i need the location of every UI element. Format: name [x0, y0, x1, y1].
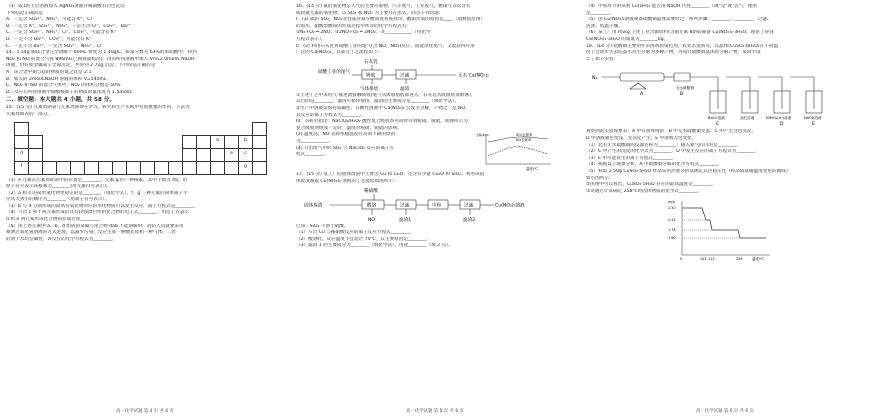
flow-label-residue2: 滤渣2 — [463, 217, 476, 223]
flow-label-in: 硝酸工业的尾气 — [318, 69, 351, 75]
text-line: C．NO₂ 和 NO 的混合气体中，NO₂ 的体积分数是 50% — [6, 83, 121, 89]
label-kmno4: KMnO₄(H⁺)溶液 — [766, 116, 792, 121]
text-line: I．(1) 硫的 SO₂，NOₓ等性质对减少酸雨查看查找用，酸雨形成的原因是____（填数值范围） — [296, 17, 486, 23]
text-line: 其反应的离子方程式为________。 — [296, 112, 365, 118]
label-c: C — [716, 122, 720, 128]
text-line: 计了如下实验： — [586, 56, 619, 62]
pt-cell — [43, 161, 57, 174]
text-line: 是________。 — [586, 10, 614, 16]
page-footer: 高一化学试题 第 4 页 共 6 页 — [116, 409, 174, 415]
text-line: ①N₂+O₂ ═ 2NO；②2NO+O₂ ═ 2NO₂；③____________（用化学 — [296, 30, 431, 36]
text-line: D 中溶液颜色变浅，无沉淀产生；E 中溶液无色变化。 — [586, 135, 697, 141]
text-line: 复合吸收剂组成一定时，温度对脱硝、脱硫的影响。 — [296, 125, 402, 131]
text-line: II．(2) 利用石灰乳将硝酸工业的尾气(含 NO、NO₂)反应，既能净化尾气，又能获得应用 — [296, 43, 475, 49]
flow-step: 过滤 — [464, 203, 474, 208]
pt-cell — [211, 161, 225, 174]
flow-label-residue1: 滤渣1 — [399, 217, 412, 223]
text-line: ②生产中溶液需保持弱碱性，在酸性溶液中 Ca(NO₂)₂ 会发生分解，产物之一是 NO， — [296, 105, 470, 111]
flow-label-top: 石灰乳 — [364, 59, 378, 65]
pt-cell — [15, 135, 29, 148]
pt-cell-d: d — [15, 148, 29, 161]
series-no — [488, 146, 548, 156]
drying-tube-b — [674, 73, 690, 81]
text-line: 溶液，恰好使金属离子全部沉淀，共得到 2.72g 沉淀。下列说法正确的是 — [6, 63, 156, 69]
text-line: （4）根据以上现象分析，A 中硫酸铜分解的化学方程式________。 — [586, 162, 723, 168]
process-flow-diagram-1 — [316, 57, 546, 93]
text-line: （2）酸溶时，反应温度不宜超过 70℃，其主要原因是________。 — [296, 236, 431, 242]
tg-ytick: 2.14 — [668, 218, 676, 223]
flow-label-out: Cu(NO₃)₂溶液 — [495, 203, 525, 208]
pt-cell-g: g — [239, 161, 253, 174]
text-line: 度下会逐步失去结晶水甚至分解为多种产物，为探究硫酸铜晶体的分解产物，某同学设 — [586, 50, 761, 56]
flow-step: 过滤 — [400, 203, 410, 208]
tg-curve — [682, 208, 766, 238]
text-line: （3）b 与 d 分别形成的最高价氧化物对应的水化物间可以发生反应，离子方程式是________。 — [6, 203, 199, 209]
label-e: E — [812, 122, 815, 128]
label-naoh: NaOH溶液 — [804, 116, 822, 121]
text-line: 为____________。 — [296, 138, 333, 144]
exam-page-5 — [290, 0, 580, 419]
text-line: 洗涤、低温干燥。 — [586, 23, 623, 29]
text-line: (3) 温度高，NO 去除率随温度升高而下降的原因 — [296, 132, 396, 138]
label-b: B — [680, 92, 684, 98]
pt-cell — [183, 135, 197, 148]
pt-cell — [155, 161, 169, 174]
exam-page-6 — [580, 0, 870, 419]
pt-cell — [197, 148, 211, 161]
text-line: D．一定不含 Ba²⁺、CO₃²⁻，可能含有 K⁺ — [6, 36, 92, 42]
pt-cell — [253, 122, 267, 135]
pt-cell — [253, 148, 267, 161]
pt-cell — [113, 161, 127, 174]
flow-step: 过滤 — [400, 73, 410, 79]
text-line: (4) 写出废气中的 SO₂ 与 NaClO₂ 反应的离子方 — [296, 145, 395, 151]
pt-cell-a: a — [211, 135, 225, 148]
flow-label-top: 稀硝酸 — [364, 188, 378, 194]
label-n2: N₂ — [592, 76, 598, 82]
label-a: A — [640, 92, 644, 98]
text-line: （3）取1的上层清液加入 AgNO₃溶液并稀硝酸有白色沉淀 — [6, 4, 125, 9]
pt-cell — [183, 161, 197, 174]
text-line: 的溶于水均呈碱性，该反应的化学方程式为________。 — [6, 236, 117, 242]
label-d: D — [780, 122, 784, 128]
tg-ytick: 2.50 — [668, 206, 676, 211]
text-line: C．一定含 SO₄²⁻、NH₄⁺、Cl⁻、CO₃²⁻，可能含有 K⁺ — [6, 30, 117, 36]
pt-cell — [57, 161, 71, 174]
reaction-tube-a — [620, 73, 664, 81]
text-line: 下列结论正确的是 — [6, 10, 43, 16]
flow-label-residue: 滤渣 — [400, 86, 410, 92]
flow-label-in: 固体废渣 — [304, 203, 323, 208]
text-line: ②试通过计算确定 258℃时固体物质的化学式________。 — [586, 188, 702, 194]
pt-cell-f: f — [15, 161, 29, 174]
text-line: （5）称取 2.50g CuSO₄·5H₂O 样品采用热重分析法测定其热稳定性（样品质量随温度变化的曲线） — [586, 168, 791, 174]
page-footer: 高一化学试题 第 5 页 共 6 页 — [406, 409, 464, 415]
text-line: （2）a 和 c 的简单氢化物更稳定的是________（填化学式）。f、g 三种元素的简单离子半 — [6, 190, 188, 196]
text-line: NO₂ 和 NO 的混合气体 896mL(已换算成标况)，再向所得溶液中加入 VmL2.0mol/L NaOH — [6, 56, 195, 62]
flow-step: 吸收 — [366, 73, 376, 79]
pt-cell — [253, 135, 267, 148]
text-line: （4）中和环节的试剂 Cu(OH)₂ 能否用 NaOH 代替________（填"是"或"否"），理由 — [586, 4, 757, 9]
tg-xtick: 113 — [708, 257, 715, 262]
exam-page-4 — [0, 0, 290, 419]
page-footer: 高一化学试题 第 6 页 共 6 页 — [696, 409, 754, 415]
text-line: ①上述工艺中采用气-液逆流接触吸收(尾气从吸收塔底部进入，石灰乳从吸收塔顶喷淋)， — [296, 92, 476, 98]
text-line: 元素周期表的一部分。 — [6, 111, 52, 117]
legend-so2: SO₂去除率 — [516, 133, 533, 138]
burner-icon — [630, 83, 646, 89]
pt-cell — [85, 161, 99, 174]
pt-cell — [29, 135, 43, 148]
text-line: （4）写出 c 和 f 两元素形成的具有较强漂白性的化合物的电子式________；用电子式表示 — [6, 210, 189, 216]
text-line: A．该合金中铜与镁的物质的量之比是 2:1 — [6, 69, 92, 75]
chart-xlabel: 温度/℃ — [526, 167, 538, 172]
pt-cell — [197, 135, 211, 148]
text-line: （1）e 元素在元素周期表中的位置是________；元素 g 的一种核素，其中子数为 45，用 — [6, 177, 188, 183]
text-line: 径从大到小的顺序为________（用离子符号表示）。 — [6, 197, 110, 203]
text-line: 广泛的 Ca(NO₂)₂，其部分工艺流程如下： — [296, 50, 383, 56]
pt-cell — [253, 161, 267, 174]
text-line: 或致氮元素的氧化物，以 SO₂ 和 NOₓ 为主要存在形式。回答下列问题： — [296, 10, 444, 16]
pt-cell — [225, 135, 239, 148]
thermogravimetric-chart — [666, 197, 776, 265]
text-line: 14．1.54g 铜镁合金完全溶解于 60mL 密度为 1.40g/L，质量分数为 63%的浓硝酸中，得到 — [6, 50, 197, 56]
flow-step: 中和 — [432, 203, 442, 208]
text-line: 方程式表示）。 — [296, 36, 326, 42]
text-line: 16．(14 分) 氮的氧化物是大气的主要污染物，汽车尾气、工业废气、燃煤气等均含有 — [296, 4, 471, 9]
text-line: 18．(14 分) 硫酸铜主要用作杀菌剂和染色剂，农业杀虫剂等，其晶体(CuSO₄·5H₂O)在不同温 — [586, 43, 778, 49]
text-line: III．有研究指出：NaClO₂/H₂O₂ 酸性复合吸收剂可同时有效脱硝、脱硫，如图所示为 — [296, 119, 468, 125]
pt-cell — [71, 161, 85, 174]
text-line: （3）滤渣 1 的主要成分为________（填化学式），用途________（填 2 点）。 — [296, 243, 454, 249]
text-line: Cu(NO₃)₂·3H₂O 的质量为________kg。 — [586, 36, 669, 42]
pt-cell-c: c — [239, 148, 253, 161]
removal-rate-chart — [476, 132, 556, 172]
tg-ylabel: m/g — [668, 200, 675, 205]
text-line: 体废渣制取 Cu(NO₃)₂ 溶液的工艺流程如图所示： — [296, 178, 398, 184]
q15-items — [6, 178, 284, 244]
text-line: 如右图所示： — [586, 175, 614, 181]
text-line: B．一定含 K⁺、SO₄²⁻、NH₄⁺，一定不含 Cl⁻、CO₃²⁻、Ba²⁺ — [6, 23, 132, 29]
pt-cell — [127, 161, 141, 174]
tg-xtick: 258 — [736, 257, 743, 262]
pt-cell — [15, 122, 29, 135]
text-line: ①由图中可以看出，CuSO₄·5H₂O 存在的最高温度是________。 — [586, 182, 716, 188]
text-line: D．反应后所得溶液中硝酸根离子的物质的量浓度为 1.5mol/L — [6, 89, 133, 95]
q16-part3-row — [296, 132, 574, 172]
tg-ytick: 1.78 — [668, 228, 676, 233]
text-line: d 和 e 两元素形成化合物的形成过程________。 — [6, 217, 104, 223]
pt-cell — [169, 161, 183, 174]
text-line: （5）由上述元素中 a、b、d 组成的某碱与化合物 dab 不能溶解时，消防人员就要采用 — [6, 223, 184, 229]
flow-label-out: 无水 Ca(NO₂)₂ — [458, 73, 489, 79]
label-pinhong: 品红溶液 — [740, 116, 755, 121]
text-line: B．加入的 2mol/LNaOH 溶液的体积 V=540mL — [6, 76, 107, 82]
periodic-table-fragment — [14, 122, 267, 175]
text-line: A．一定含 SO₄²⁻、NH₄⁺，可能含 K⁺、Cl⁻ — [6, 17, 95, 23]
text-line: 其目的是________；滤渣可循环使用，滤渣的主要成分是________（填化学式）。 — [296, 99, 460, 105]
text-line: （5）由 Cu(NO₃)₂溶液制备硝酸铜晶体需要经过一系列步骤：________、________、过滤、 — [586, 17, 772, 23]
pt-cell-e: e — [225, 148, 239, 161]
experiment-apparatus — [590, 65, 860, 127]
tg-xtick: 0 — [680, 257, 683, 262]
pt-cell — [141, 161, 155, 174]
label-bacl2: BaCl₂溶液 — [708, 116, 725, 121]
text-line: （1）装有无水硫酸铜的仪器名称为________；通入氮气的目的是________。 — [586, 142, 741, 148]
text-line: 15．(15 分) 元素周期表与元素周期律在学习、研究和生产实践中有很重要的作用。下表为 — [6, 105, 190, 111]
text-line: （1）写出 Cu 与稀硝酸反应的离子反应方程式________。 — [296, 230, 414, 236]
section-heading: 二、填空题：本大题共 4 小题，共 58 分。 — [6, 97, 115, 104]
tg-ytick: 1.60 — [668, 236, 676, 241]
chart-ylabel: 去除率/% — [476, 133, 489, 138]
pt-cell — [183, 148, 197, 161]
pt-cell — [99, 161, 113, 174]
q13-14-block — [6, 4, 284, 96]
text-line: 已知：SiO₂ 不溶于硝酸。 — [296, 223, 349, 229]
text-line: （2）C 中产生的沉淀的化学式为________；D 中发生反应的离子方程式为________。 — [586, 149, 760, 155]
text-line: 程式________。 — [296, 152, 329, 158]
text-line: （3）E 中可能发生的离子方程式________。 — [586, 155, 676, 161]
flow-label-no: NO — [368, 217, 376, 223]
flow-step: 酸溶 — [367, 203, 377, 208]
tg-xtick: 102 — [700, 257, 707, 262]
pt-cell — [197, 161, 211, 174]
pt-cell — [225, 161, 239, 174]
text-line: 观察到的实验现象有：A 中有固体残留；B 中无水硫酸铜变蓝；C 中产生白色沉淀； — [586, 129, 757, 135]
process-flow-diagram-2 — [302, 186, 552, 224]
pt-cell-b: b — [239, 135, 253, 148]
flow-label-gas: 气体排放 — [360, 86, 379, 92]
tg-xlabel: 温度/℃ — [752, 257, 764, 262]
pt-cell — [29, 148, 43, 161]
text-line: 喷洒过氧化氢溶液的方式处理，以减少污染，反应生成一种酸式盐和一种气体，二者 — [6, 230, 176, 236]
text-line: （6）某工厂用 m₁kg 上述工业含铜废料(含铜元素 80%)制备 Cu(NO₃)₂·3H₂O，理论上得到 — [586, 30, 774, 36]
text-line: 原子符号表示该核素为________(用元素符号表示)。 — [6, 184, 111, 190]
legend-no: NO去除率 — [516, 138, 532, 143]
text-line: 17．(15 分) 某工厂的固体废渣中主要含 Cu 和 CuO，还含有少量 Cu₂O 和 SiO₂。利用该固 — [296, 172, 485, 178]
q16-part3-text — [296, 132, 476, 172]
label-anhydrous-cuso4: 无水硫酸铜 — [676, 86, 694, 91]
pt-cell — [29, 161, 43, 174]
text-line: 的雨水，硝酸型酸雨的形成过程中涉及的化学方程式有： — [296, 23, 411, 29]
pt-cell — [211, 148, 225, 161]
text-line: C．一定不含 Ba²⁺，一定含 SO₄²⁻、NH₄⁺、Cl⁻ — [6, 43, 104, 49]
